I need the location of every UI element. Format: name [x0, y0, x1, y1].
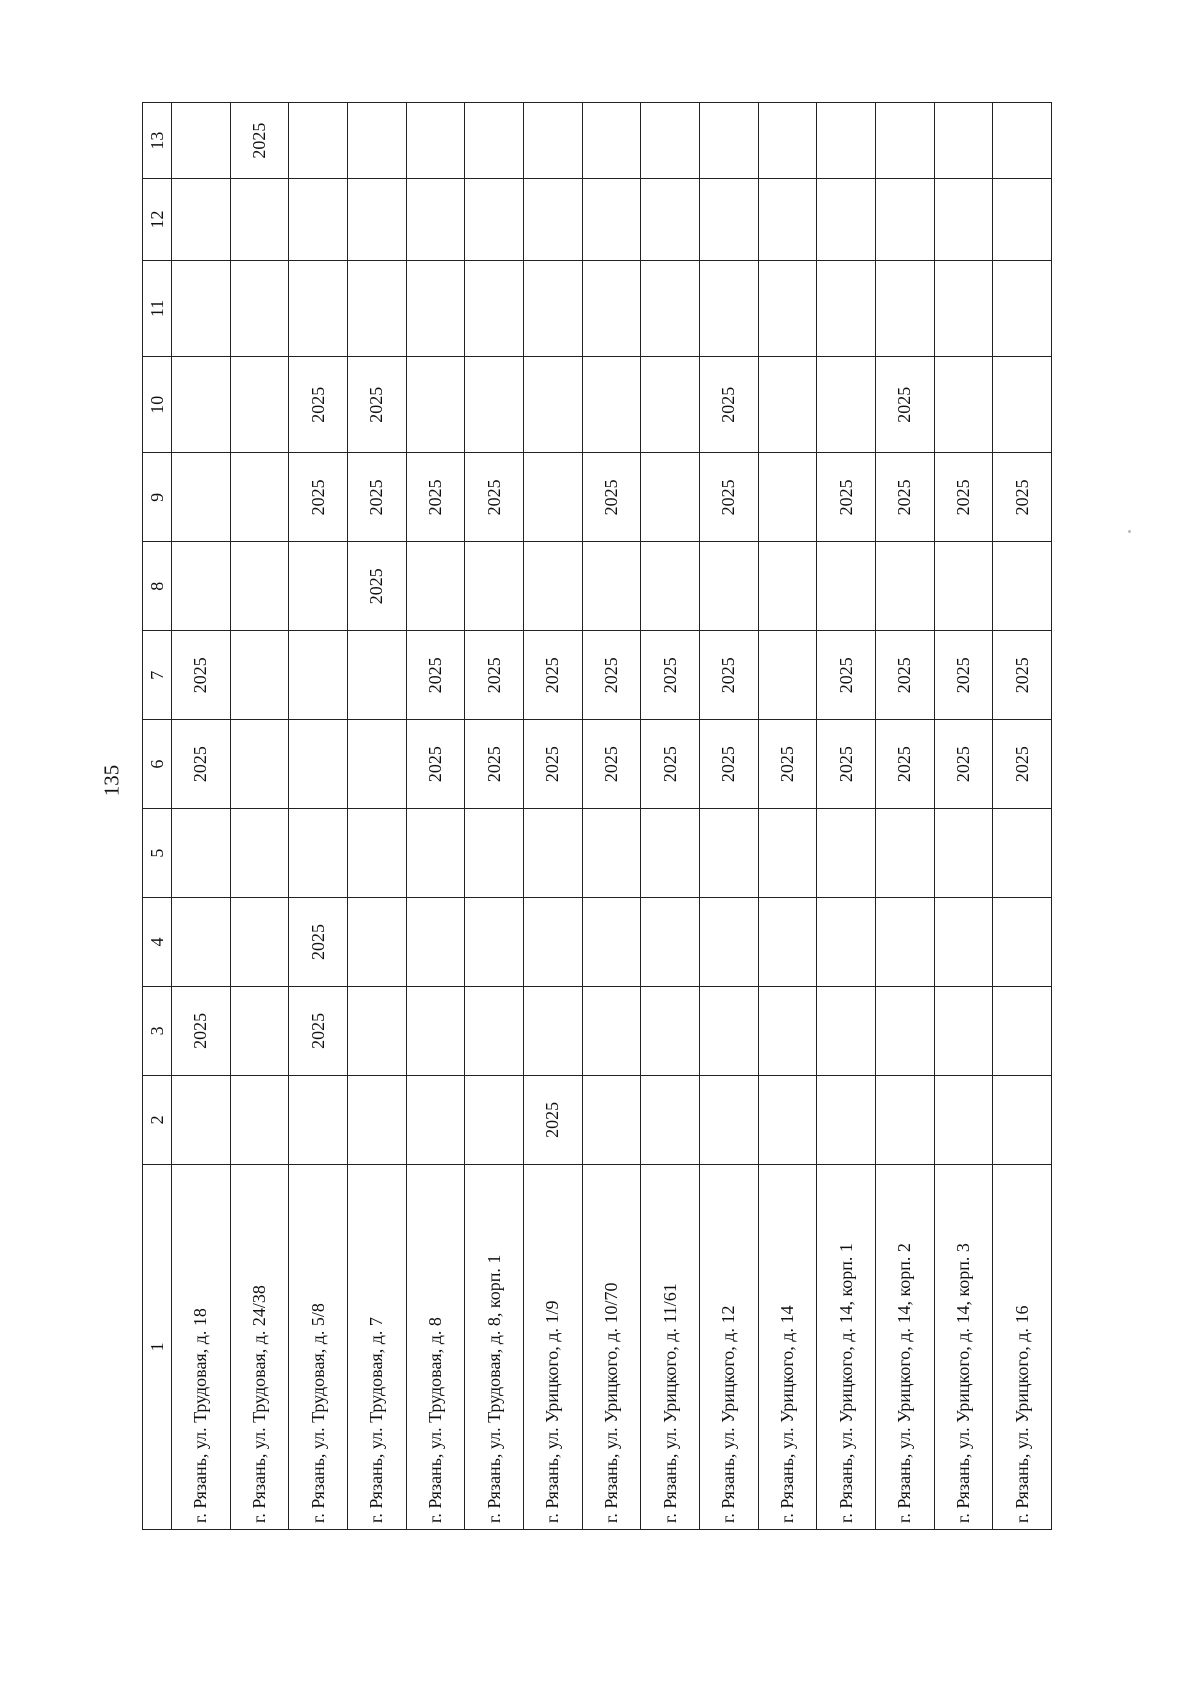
year-cell	[465, 809, 524, 898]
year-cell: 2025	[172, 631, 231, 720]
year-cell	[406, 357, 465, 453]
year-cell	[230, 179, 289, 261]
year-cell	[289, 720, 348, 809]
year-cell	[347, 1075, 406, 1164]
year-cell	[582, 542, 641, 631]
year-cell	[582, 179, 641, 261]
year-cell	[523, 103, 582, 179]
year-cell	[758, 631, 817, 720]
year-cell	[641, 1075, 700, 1164]
year-cell	[582, 986, 641, 1075]
year-cell	[347, 898, 406, 987]
address-cell: г. Рязань, ул. Трудовая, д. 5/8	[289, 1164, 348, 1529]
year-cell	[699, 898, 758, 987]
year-cell	[523, 898, 582, 987]
year-cell	[641, 986, 700, 1075]
address-cell: г. Рязань, ул. Трудовая, д. 18	[172, 1164, 231, 1529]
address-cell: г. Рязань, ул. Урицкого, д. 14, корп. 3	[934, 1164, 993, 1529]
year-cell	[641, 260, 700, 356]
year-cell	[582, 1075, 641, 1164]
year-cell	[406, 179, 465, 261]
year-cell: 2025	[934, 720, 993, 809]
year-cell	[172, 179, 231, 261]
year-cell	[230, 720, 289, 809]
year-cell: 2025	[875, 453, 934, 542]
column-header: 3	[143, 986, 172, 1075]
year-cell	[641, 898, 700, 987]
year-cell: 2025	[699, 357, 758, 453]
year-cell	[934, 357, 993, 453]
year-cell: 2025	[347, 542, 406, 631]
year-cell	[347, 179, 406, 261]
year-cell	[758, 260, 817, 356]
year-cell: 2025	[406, 453, 465, 542]
year-cell	[582, 357, 641, 453]
year-cell	[230, 986, 289, 1075]
year-cell	[465, 103, 524, 179]
year-cell	[934, 986, 993, 1075]
year-cell	[406, 542, 465, 631]
year-cell	[758, 986, 817, 1075]
year-cell	[699, 809, 758, 898]
address-cell: г. Рязань, ул. Урицкого, д. 10/70	[582, 1164, 641, 1529]
year-cell	[230, 809, 289, 898]
year-cell	[465, 986, 524, 1075]
address-cell: г. Рязань, ул. Урицкого, д. 1/9	[523, 1164, 582, 1529]
year-cell	[172, 542, 231, 631]
year-cell: 2025	[289, 357, 348, 453]
address-cell: г. Рязань, ул. Трудовая, д. 7	[347, 1164, 406, 1529]
year-cell: 2025	[523, 720, 582, 809]
year-cell	[875, 898, 934, 987]
year-cell: 2025	[993, 453, 1052, 542]
year-cell	[817, 1075, 876, 1164]
year-cell	[993, 986, 1052, 1075]
year-cell	[758, 357, 817, 453]
year-cell	[934, 260, 993, 356]
year-cell	[347, 986, 406, 1075]
year-cell	[230, 542, 289, 631]
year-cell	[699, 986, 758, 1075]
year-cell	[230, 1075, 289, 1164]
year-cell	[641, 103, 700, 179]
year-cell	[230, 453, 289, 542]
year-cell	[523, 260, 582, 356]
column-header: 8	[143, 542, 172, 631]
year-cell: 2025	[699, 631, 758, 720]
year-cell: 2025	[875, 357, 934, 453]
year-cell: 2025	[465, 631, 524, 720]
year-cell	[465, 898, 524, 987]
year-cell	[934, 898, 993, 987]
year-cell	[465, 357, 524, 453]
year-cell	[465, 1075, 524, 1164]
year-cell	[993, 357, 1052, 453]
year-cell	[817, 898, 876, 987]
rotated-table-wrapper	[142, 102, 1052, 1530]
year-cell: 2025	[347, 453, 406, 542]
year-cell	[875, 986, 934, 1075]
year-cell	[523, 453, 582, 542]
scan-speck	[1128, 530, 1131, 533]
year-cell	[406, 986, 465, 1075]
year-cell	[993, 260, 1052, 356]
year-cell: 2025	[465, 720, 524, 809]
year-cell: 2025	[875, 631, 934, 720]
table-row	[406, 103, 465, 1530]
year-cell: 2025	[289, 986, 348, 1075]
year-cell	[465, 179, 524, 261]
column-header: 2	[143, 1075, 172, 1164]
year-cell	[582, 260, 641, 356]
table-row	[465, 103, 524, 1530]
year-cell	[758, 809, 817, 898]
year-cell	[875, 260, 934, 356]
year-cell: 2025	[230, 103, 289, 179]
year-cell	[934, 809, 993, 898]
address-cell: г. Рязань, ул. Урицкого, д. 16	[993, 1164, 1052, 1529]
year-cell	[523, 179, 582, 261]
year-cell	[641, 357, 700, 453]
year-cell	[758, 542, 817, 631]
address-cell: г. Рязань, ул. Трудовая, д. 24/38	[230, 1164, 289, 1529]
year-cell	[817, 179, 876, 261]
year-cell	[699, 1075, 758, 1164]
year-cell: 2025	[641, 631, 700, 720]
year-cell: 2025	[817, 631, 876, 720]
year-cell: 2025	[582, 453, 641, 542]
year-cell: 2025	[817, 453, 876, 542]
year-cell	[817, 542, 876, 631]
year-cell	[699, 179, 758, 261]
year-cell	[347, 631, 406, 720]
year-cell	[289, 809, 348, 898]
year-cell	[817, 809, 876, 898]
year-cell: 2025	[347, 357, 406, 453]
column-header: 4	[143, 898, 172, 987]
column-header: 1	[143, 1164, 172, 1529]
year-cell	[523, 986, 582, 1075]
year-cell	[523, 357, 582, 453]
year-cell	[817, 357, 876, 453]
year-cell	[289, 542, 348, 631]
year-cell	[758, 453, 817, 542]
year-cell	[172, 260, 231, 356]
year-cell	[406, 809, 465, 898]
table-row	[582, 103, 641, 1530]
year-cell	[993, 1075, 1052, 1164]
year-cell	[993, 809, 1052, 898]
year-cell: 2025	[758, 720, 817, 809]
year-cell	[582, 809, 641, 898]
table-row	[758, 103, 817, 1530]
address-cell: г. Рязань, ул. Урицкого, д. 14, корп. 1	[817, 1164, 876, 1529]
year-cell	[934, 1075, 993, 1164]
column-header: 13	[143, 103, 172, 179]
address-cell: г. Рязань, ул. Трудовая, д. 8, корп. 1	[465, 1164, 524, 1529]
table-body	[172, 103, 1052, 1530]
year-cell	[641, 542, 700, 631]
address-cell: г. Рязань, ул. Урицкого, д. 14, корп. 2	[875, 1164, 934, 1529]
year-cell	[289, 631, 348, 720]
year-cell	[993, 179, 1052, 261]
table-row	[993, 103, 1052, 1530]
year-cell	[523, 809, 582, 898]
table-row	[347, 103, 406, 1530]
year-cell	[406, 1075, 465, 1164]
year-cell	[523, 542, 582, 631]
year-cell	[406, 260, 465, 356]
table-row	[817, 103, 876, 1530]
column-header: 6	[143, 720, 172, 809]
year-cell: 2025	[817, 720, 876, 809]
year-cell	[875, 179, 934, 261]
year-cell	[758, 103, 817, 179]
year-cell: 2025	[582, 720, 641, 809]
year-cell: 2025	[523, 1075, 582, 1164]
year-cell	[875, 542, 934, 631]
year-cell: 2025	[465, 453, 524, 542]
column-header: 7	[143, 631, 172, 720]
year-cell	[347, 103, 406, 179]
year-cell: 2025	[699, 453, 758, 542]
year-cell: 2025	[523, 631, 582, 720]
address-cell: г. Рязань, ул. Трудовая, д. 8	[406, 1164, 465, 1529]
address-cell: г. Рязань, ул. Урицкого, д. 11/61	[641, 1164, 700, 1529]
column-header: 9	[143, 453, 172, 542]
table-row	[641, 103, 700, 1530]
year-cell	[993, 898, 1052, 987]
year-cell: 2025	[993, 631, 1052, 720]
year-cell	[406, 898, 465, 987]
header-row	[143, 103, 172, 1530]
year-cell	[347, 260, 406, 356]
year-cell	[289, 103, 348, 179]
table-row	[230, 103, 289, 1530]
year-cell	[993, 542, 1052, 631]
year-cell	[934, 103, 993, 179]
year-cell: 2025	[289, 898, 348, 987]
year-cell	[817, 260, 876, 356]
year-cell	[172, 357, 231, 453]
year-cell	[817, 103, 876, 179]
year-cell	[934, 542, 993, 631]
year-cell	[289, 179, 348, 261]
year-cell	[758, 898, 817, 987]
year-cell	[172, 809, 231, 898]
year-cell	[582, 898, 641, 987]
table-row	[289, 103, 348, 1530]
year-cell: 2025	[934, 631, 993, 720]
year-cell: 2025	[582, 631, 641, 720]
table-row	[934, 103, 993, 1530]
year-cell: 2025	[699, 720, 758, 809]
year-cell	[993, 103, 1052, 179]
table-row	[172, 103, 231, 1530]
year-cell	[699, 260, 758, 356]
year-cell: 2025	[934, 453, 993, 542]
year-cell: 2025	[289, 453, 348, 542]
year-cell: 2025	[641, 720, 700, 809]
year-cell	[230, 260, 289, 356]
column-header: 5	[143, 809, 172, 898]
year-cell	[172, 453, 231, 542]
year-cell	[641, 809, 700, 898]
year-cell: 2025	[406, 720, 465, 809]
year-cell	[758, 1075, 817, 1164]
year-cell: 2025	[993, 720, 1052, 809]
page-number: 135	[99, 764, 124, 797]
year-cell	[641, 453, 700, 542]
year-cell	[875, 1075, 934, 1164]
address-cell: г. Рязань, ул. Урицкого, д. 14	[758, 1164, 817, 1529]
year-cell	[347, 720, 406, 809]
year-cell	[699, 103, 758, 179]
year-cell: 2025	[172, 986, 231, 1075]
table-row	[699, 103, 758, 1530]
year-cell	[758, 179, 817, 261]
year-cell	[347, 809, 406, 898]
year-cell	[817, 986, 876, 1075]
year-cell	[699, 542, 758, 631]
year-cell	[465, 260, 524, 356]
schedule-table	[142, 102, 1052, 1530]
year-cell	[934, 179, 993, 261]
year-cell	[230, 898, 289, 987]
year-cell	[172, 898, 231, 987]
year-cell	[289, 260, 348, 356]
year-cell	[230, 631, 289, 720]
table-row	[523, 103, 582, 1530]
year-cell	[465, 542, 524, 631]
column-header: 12	[143, 179, 172, 261]
table-row	[875, 103, 934, 1530]
year-cell	[875, 809, 934, 898]
year-cell	[406, 103, 465, 179]
year-cell	[875, 103, 934, 179]
year-cell: 2025	[406, 631, 465, 720]
year-cell: 2025	[875, 720, 934, 809]
year-cell	[230, 357, 289, 453]
year-cell	[641, 179, 700, 261]
year-cell: 2025	[172, 720, 231, 809]
address-cell: г. Рязань, ул. Урицкого, д. 12	[699, 1164, 758, 1529]
year-cell	[582, 103, 641, 179]
year-cell	[172, 1075, 231, 1164]
year-cell	[172, 103, 231, 179]
column-header: 10	[143, 357, 172, 453]
year-cell	[289, 1075, 348, 1164]
column-header: 11	[143, 260, 172, 356]
